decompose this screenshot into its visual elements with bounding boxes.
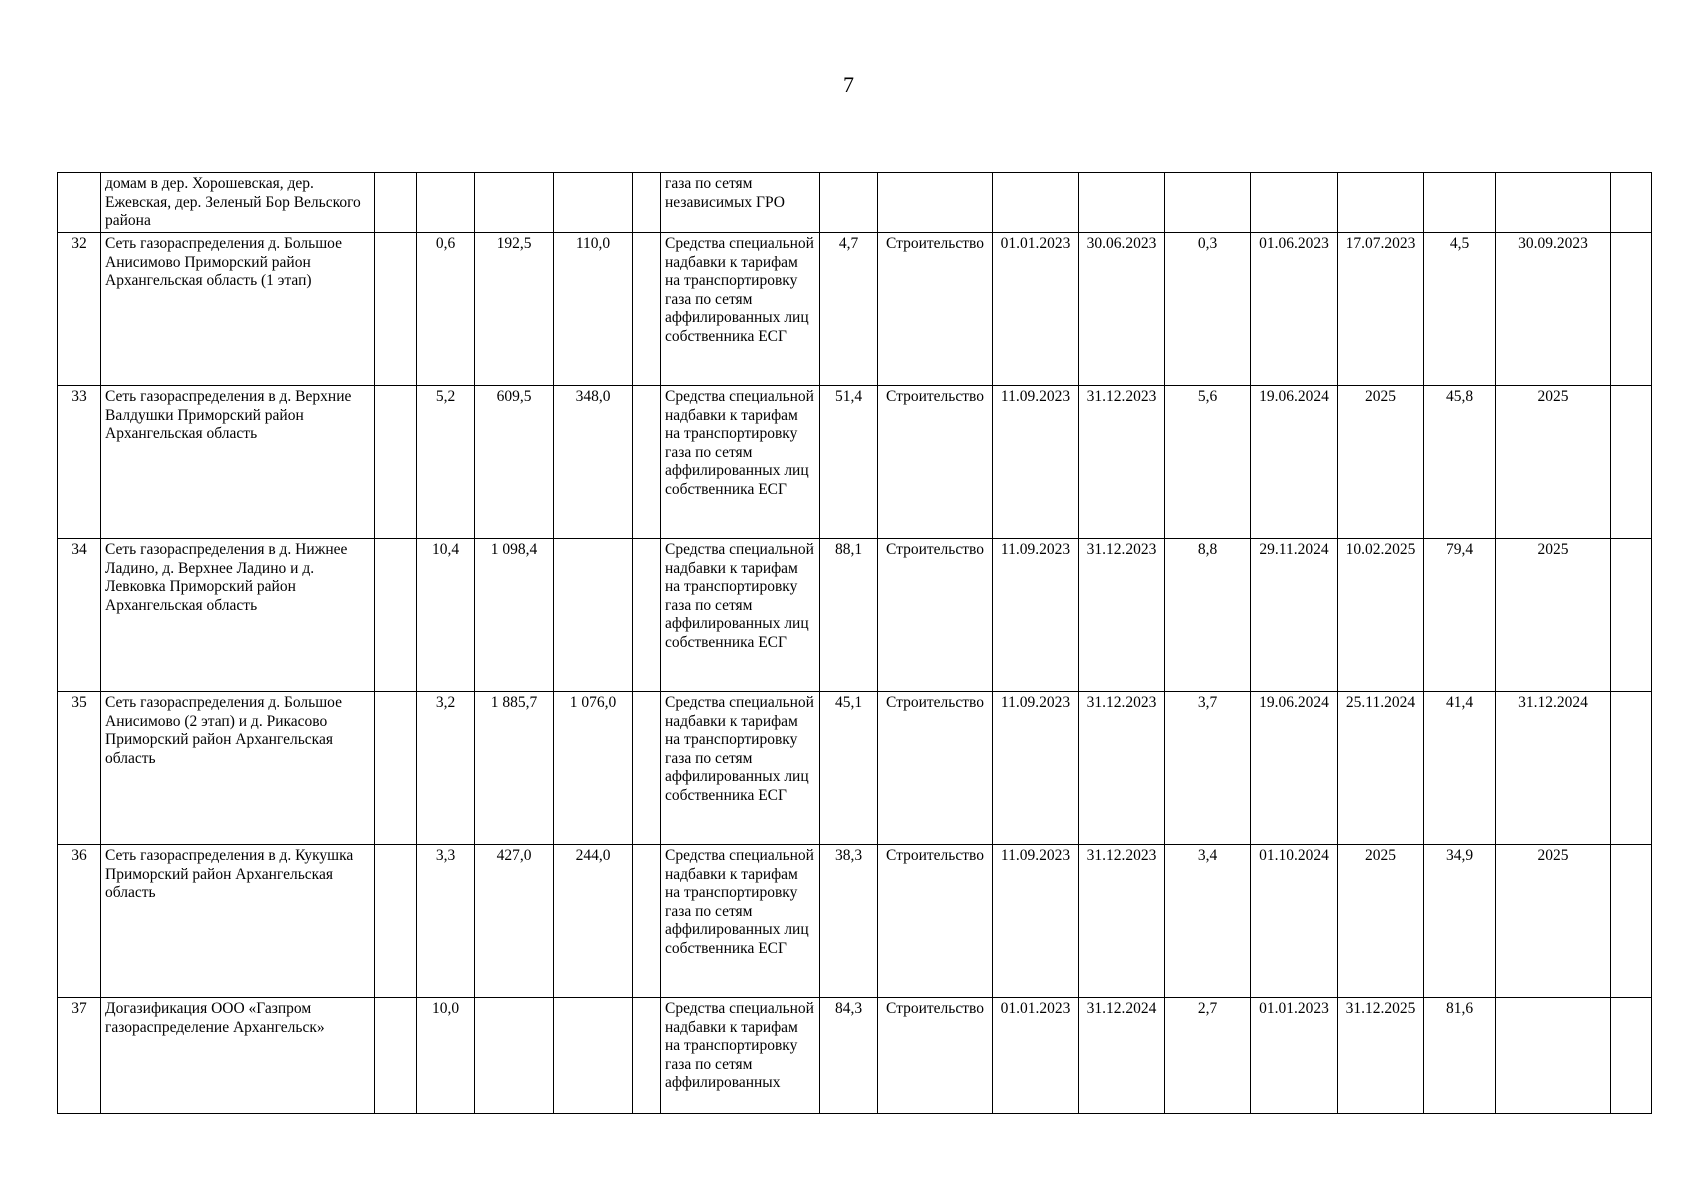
cell-col18 bbox=[1611, 539, 1652, 692]
cell-col7 bbox=[633, 173, 661, 233]
row-number: 34 bbox=[58, 539, 101, 692]
date-end-1: 30.06.2023 bbox=[1079, 233, 1165, 386]
date-end-2 bbox=[1338, 173, 1424, 233]
cell-value-b: 348,0 bbox=[554, 386, 633, 539]
cell-cost: 51,4 bbox=[820, 386, 878, 539]
cell-amount-2: 45,8 bbox=[1424, 386, 1496, 539]
table-row bbox=[58, 173, 1652, 233]
object-name: Сеть газораспределения в д. Кукушка Приморский район Архангельская область bbox=[101, 845, 375, 998]
cell-value-a: 609,5 bbox=[475, 386, 554, 539]
date-start-2: 29.11.2024 bbox=[1251, 539, 1338, 692]
date-start-2: 19.06.2024 bbox=[1251, 692, 1338, 845]
table-row bbox=[58, 233, 1652, 386]
cell-length: 3,2 bbox=[417, 692, 475, 845]
row-number: 37 bbox=[58, 998, 101, 1114]
table-row bbox=[58, 386, 1652, 539]
object-name: Сеть газораспределения д. Большое Анисимово Приморский район Архангельская область (1 этап) bbox=[101, 233, 375, 386]
date-end-1 bbox=[1079, 173, 1165, 233]
date-start-2: 01.10.2024 bbox=[1251, 845, 1338, 998]
row-number: 32 bbox=[58, 233, 101, 386]
page-number: 7 bbox=[843, 72, 854, 97]
cell-length: 3,3 bbox=[417, 845, 475, 998]
cell-length: 10,4 bbox=[417, 539, 475, 692]
cell-col3 bbox=[375, 998, 417, 1114]
table-row bbox=[58, 845, 1652, 998]
date-end-2: 2025 bbox=[1338, 845, 1424, 998]
cell-value-a bbox=[475, 173, 554, 233]
funding-source: Средства специальной надбавки к тарифам на транспортировку газа по сетям аффилированных лиц собственника ЕСГ bbox=[661, 539, 820, 692]
work-type: Строительство bbox=[878, 539, 993, 692]
cell-col7 bbox=[633, 692, 661, 845]
cell-col3 bbox=[375, 173, 417, 233]
cell-value-b: 110,0 bbox=[554, 233, 633, 386]
date-start-1: 11.09.2023 bbox=[993, 692, 1079, 845]
cell-col18 bbox=[1611, 845, 1652, 998]
cell-col18 bbox=[1611, 692, 1652, 845]
work-type: Строительство bbox=[878, 386, 993, 539]
cell-amount-1 bbox=[1165, 173, 1251, 233]
cell-value-a: 1 885,7 bbox=[475, 692, 554, 845]
cell-col3 bbox=[375, 386, 417, 539]
date-end-1: 31.12.2023 bbox=[1079, 692, 1165, 845]
date-end-2: 25.11.2024 bbox=[1338, 692, 1424, 845]
cell-amount-1: 5,6 bbox=[1165, 386, 1251, 539]
cell-col18 bbox=[1611, 233, 1652, 386]
object-name: Догазификация ООО «Газпром газораспределение Архангельск» bbox=[101, 998, 375, 1114]
date-start-2: 19.06.2024 bbox=[1251, 386, 1338, 539]
object-name: Сеть газораспределения д. Большое Анисимово (2 этап) и д. Рикасово Приморский район Архангельская область bbox=[101, 692, 375, 845]
cell-value-a: 1 098,4 bbox=[475, 539, 554, 692]
cell-amount-2: 34,9 bbox=[1424, 845, 1496, 998]
date-final: 31.12.2024 bbox=[1496, 692, 1611, 845]
date-end-1: 31.12.2023 bbox=[1079, 386, 1165, 539]
cell-amount-2: 79,4 bbox=[1424, 539, 1496, 692]
funding-source: Средства специальной надбавки к тарифам на транспортировку газа по сетям аффилированных лиц собственника ЕСГ bbox=[661, 845, 820, 998]
object-name: Сеть газораспределения в д. Верхние Валдушки Приморский район Архангельская область bbox=[101, 386, 375, 539]
work-type: Строительство bbox=[878, 998, 993, 1114]
date-start-1: 11.09.2023 bbox=[993, 386, 1079, 539]
funding-source: Средства специальной надбавки к тарифам на транспортировку газа по сетям аффилированных bbox=[661, 998, 820, 1114]
table-row bbox=[58, 692, 1652, 845]
date-start-2: 01.06.2023 bbox=[1251, 233, 1338, 386]
cell-amount-1: 3,7 bbox=[1165, 692, 1251, 845]
date-final: 2025 bbox=[1496, 845, 1611, 998]
work-type: Строительство bbox=[878, 233, 993, 386]
cell-amount-2: 41,4 bbox=[1424, 692, 1496, 845]
date-end-2: 17.07.2023 bbox=[1338, 233, 1424, 386]
cell-length: 0,6 bbox=[417, 233, 475, 386]
funding-source: газа по сетям независимых ГРО bbox=[661, 173, 820, 233]
object-name: Сеть газораспределения в д. Нижнее Ладино, д. Верхнее Ладино и д. Левковка Приморский район Архангельская область bbox=[101, 539, 375, 692]
cell-col7 bbox=[633, 539, 661, 692]
cell-col7 bbox=[633, 998, 661, 1114]
work-type: Строительство bbox=[878, 692, 993, 845]
cell-cost bbox=[820, 173, 878, 233]
date-start-1: 11.09.2023 bbox=[993, 539, 1079, 692]
date-final: 2025 bbox=[1496, 386, 1611, 539]
date-end-1: 31.12.2023 bbox=[1079, 539, 1165, 692]
table-row bbox=[58, 539, 1652, 692]
cell-col7 bbox=[633, 386, 661, 539]
cell-cost: 45,1 bbox=[820, 692, 878, 845]
cell-value-a bbox=[475, 998, 554, 1114]
cell-amount-1: 2,7 bbox=[1165, 998, 1251, 1114]
funding-source: Средства специальной надбавки к тарифам на транспортировку газа по сетям аффилированных лиц собственника ЕСГ bbox=[661, 692, 820, 845]
cell-col3 bbox=[375, 692, 417, 845]
cell-cost: 88,1 bbox=[820, 539, 878, 692]
cell-length: 10,0 bbox=[417, 998, 475, 1114]
row-number bbox=[58, 173, 101, 233]
date-end-2: 2025 bbox=[1338, 386, 1424, 539]
date-start-1: 01.01.2023 bbox=[993, 998, 1079, 1114]
row-number: 35 bbox=[58, 692, 101, 845]
cell-value-b bbox=[554, 998, 633, 1114]
date-final: 2025 bbox=[1496, 539, 1611, 692]
cell-col7 bbox=[633, 845, 661, 998]
date-start-1 bbox=[993, 173, 1079, 233]
cell-value-b: 244,0 bbox=[554, 845, 633, 998]
cell-col3 bbox=[375, 539, 417, 692]
work-type bbox=[878, 173, 993, 233]
cell-length bbox=[417, 173, 475, 233]
cell-amount-2 bbox=[1424, 173, 1496, 233]
cell-amount-1: 3,4 bbox=[1165, 845, 1251, 998]
cell-amount-2: 81,6 bbox=[1424, 998, 1496, 1114]
date-final bbox=[1496, 173, 1611, 233]
funding-source: Средства специальной надбавки к тарифам на транспортировку газа по сетям аффилированных лиц собственника ЕСГ bbox=[661, 386, 820, 539]
cell-value-a: 427,0 bbox=[475, 845, 554, 998]
date-final bbox=[1496, 998, 1611, 1114]
row-number: 33 bbox=[58, 386, 101, 539]
cell-cost: 84,3 bbox=[820, 998, 878, 1114]
cell-col3 bbox=[375, 845, 417, 998]
date-end-2: 31.12.2025 bbox=[1338, 998, 1424, 1114]
object-name: домам в дер. Хорошевская, дер. Ежевская, дер. Зеленый Бор Вельского района bbox=[101, 173, 375, 233]
cell-value-a: 192,5 bbox=[475, 233, 554, 386]
cell-cost: 4,7 bbox=[820, 233, 878, 386]
date-end-1: 31.12.2023 bbox=[1079, 845, 1165, 998]
cell-col18 bbox=[1611, 386, 1652, 539]
date-final: 30.09.2023 bbox=[1496, 233, 1611, 386]
cell-col3 bbox=[375, 233, 417, 386]
cell-amount-1: 8,8 bbox=[1165, 539, 1251, 692]
date-start-1: 11.09.2023 bbox=[993, 845, 1079, 998]
cell-value-b bbox=[554, 173, 633, 233]
cell-col7 bbox=[633, 233, 661, 386]
cell-col18 bbox=[1611, 173, 1652, 233]
cell-value-b bbox=[554, 539, 633, 692]
funding-source: Средства специальной надбавки к тарифам на транспортировку газа по сетям аффилированных лиц собственника ЕСГ bbox=[661, 233, 820, 386]
date-start-1: 01.01.2023 bbox=[993, 233, 1079, 386]
row-number: 36 bbox=[58, 845, 101, 998]
cell-amount-2: 4,5 bbox=[1424, 233, 1496, 386]
table-row bbox=[58, 998, 1652, 1114]
date-start-2 bbox=[1251, 173, 1338, 233]
cell-cost: 38,3 bbox=[820, 845, 878, 998]
date-end-1: 31.12.2024 bbox=[1079, 998, 1165, 1114]
cell-value-b: 1 076,0 bbox=[554, 692, 633, 845]
cell-length: 5,2 bbox=[417, 386, 475, 539]
gas-network-table bbox=[57, 172, 1652, 1114]
date-end-2: 10.02.2025 bbox=[1338, 539, 1424, 692]
cell-col18 bbox=[1611, 998, 1652, 1114]
cell-amount-1: 0,3 bbox=[1165, 233, 1251, 386]
date-start-2: 01.01.2023 bbox=[1251, 998, 1338, 1114]
work-type: Строительство bbox=[878, 845, 993, 998]
